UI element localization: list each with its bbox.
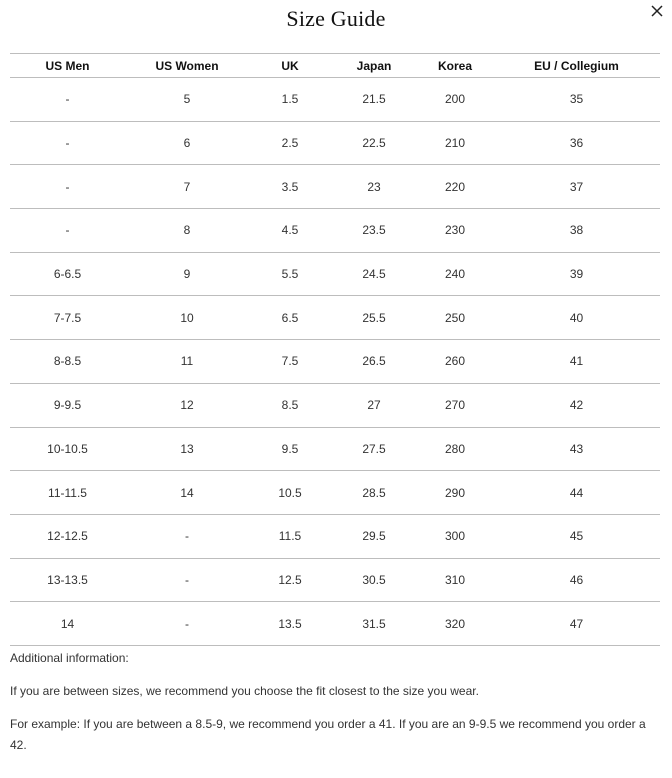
- cell-us-women: 7: [183, 179, 191, 194]
- cell-korea: 290: [444, 485, 466, 500]
- cell-eu: 38: [569, 223, 584, 238]
- cell-eu: 42: [569, 398, 584, 413]
- cell-uk: 3.5: [281, 179, 299, 194]
- header-uk: UK: [281, 58, 299, 73]
- cell-us-men: 13-13.5: [47, 572, 88, 587]
- cell-us-women: 8: [183, 223, 191, 238]
- cell-eu: 43: [569, 441, 584, 456]
- header-us-men: US Men: [45, 58, 90, 73]
- cell-uk: 11.5: [278, 529, 302, 544]
- cell-uk: 5.5: [281, 267, 299, 282]
- cell-korea: 270: [444, 398, 466, 413]
- cell-us-women: 12: [180, 398, 194, 413]
- cell-us-women: -: [185, 572, 189, 587]
- cell-us-men: 9-9.5: [53, 398, 82, 413]
- cell-japan: 28.5: [362, 485, 386, 500]
- table-row: [10, 514, 660, 558]
- cell-us-women: 14: [180, 485, 194, 500]
- cell-uk: 6.5: [281, 310, 299, 325]
- cell-uk: 4.5: [281, 223, 299, 238]
- cell-korea: 260: [444, 354, 466, 369]
- cell-japan: 27.5: [362, 441, 386, 456]
- modal-title: Size Guide: [286, 6, 386, 31]
- cell-us-men: 14: [60, 616, 75, 631]
- cell-japan: 23: [367, 179, 381, 194]
- cell-us-men: -: [65, 223, 70, 238]
- size-table: [10, 53, 660, 646]
- cell-japan: 30.5: [362, 572, 386, 587]
- cell-us-men: 11-11.5: [48, 485, 87, 500]
- table-row: [10, 209, 660, 253]
- cell-japan: 31.5: [362, 616, 386, 631]
- cell-korea: 200: [444, 92, 466, 107]
- cell-uk: 8.5: [281, 398, 299, 413]
- table-row: [10, 121, 660, 165]
- cell-us-women: 5: [183, 92, 191, 107]
- cell-japan: 21.5: [362, 92, 386, 107]
- size-table-header: [10, 54, 660, 78]
- cell-korea: 220: [444, 179, 466, 194]
- cell-eu: 44: [569, 485, 584, 500]
- cell-us-women: 9: [183, 267, 191, 282]
- cell-japan: 23.5: [362, 223, 386, 238]
- cell-uk: 1.5: [281, 92, 299, 107]
- table-row: [10, 78, 660, 122]
- cell-japan: 26.5: [362, 354, 386, 369]
- cell-us-men: 8-8.5: [53, 354, 82, 369]
- close-icon: [648, 2, 666, 20]
- cell-japan: 27: [367, 398, 381, 413]
- cell-uk: 13.5: [278, 616, 302, 631]
- cell-uk: 2.5: [281, 136, 299, 151]
- table-row: [10, 471, 660, 515]
- info-example: For example: If you are between a 8.5-9, we recommend you order a 41. If you are an 9-9.5 we recommend you order a 42.: [10, 717, 646, 752]
- table-row: [10, 427, 660, 471]
- header-japan: Japan: [356, 58, 392, 73]
- cell-korea: 240: [444, 267, 466, 282]
- cell-eu: 45: [569, 529, 584, 544]
- cell-korea: 280: [444, 441, 466, 456]
- cell-eu: 47: [569, 616, 584, 631]
- cell-uk: 7.5: [281, 354, 299, 369]
- cell-japan: 25.5: [362, 310, 386, 325]
- table-row: [10, 165, 660, 209]
- table-row: [10, 602, 660, 646]
- cell-korea: 210: [444, 136, 466, 151]
- cell-eu: 36: [569, 136, 584, 151]
- size-table-container: [10, 53, 660, 646]
- cell-us-women: 6: [183, 136, 191, 151]
- cell-japan: 22.5: [362, 136, 386, 151]
- cell-us-men: 10-10.5: [47, 441, 88, 456]
- cell-eu: 41: [569, 354, 584, 369]
- cell-us-women: 10: [180, 310, 194, 325]
- size-table-body: [10, 78, 660, 646]
- cell-us-men: -: [65, 179, 70, 194]
- cell-eu: 39: [569, 267, 584, 282]
- cell-us-women: -: [185, 529, 189, 544]
- table-row: [10, 252, 660, 296]
- cell-korea: 250: [444, 310, 466, 325]
- cell-eu: 40: [569, 310, 584, 325]
- table-row: [10, 340, 660, 384]
- close-button[interactable]: [648, 2, 666, 20]
- table-row: [10, 558, 660, 602]
- cell-uk: 10.5: [278, 485, 302, 500]
- cell-eu: 35: [569, 92, 584, 107]
- cell-us-men: 7-7.5: [53, 310, 82, 325]
- header-row: [10, 54, 660, 78]
- cell-korea: 230: [444, 223, 466, 238]
- info-tip: If you are between sizes, we recommend you choose the fit closest to the size you wear.: [10, 684, 479, 698]
- table-row: [10, 296, 660, 340]
- cell-korea: 320: [444, 616, 466, 631]
- cell-us-men: -: [65, 92, 70, 107]
- table-row: [10, 383, 660, 427]
- cell-us-women: -: [185, 616, 189, 631]
- cell-eu: 37: [569, 179, 584, 194]
- cell-us-men: -: [65, 136, 70, 151]
- info-heading: Additional information:: [10, 651, 129, 665]
- cell-us-men: 6-6.5: [53, 267, 82, 282]
- cell-us-men: 12-12.5: [47, 529, 88, 544]
- header-korea: Korea: [437, 58, 472, 73]
- cell-korea: 300: [444, 529, 466, 544]
- cell-uk: 12.5: [278, 572, 302, 587]
- additional-info: [10, 648, 660, 768]
- cell-uk: 9.5: [281, 441, 299, 456]
- cell-korea: 310: [444, 572, 466, 587]
- cell-japan: 24.5: [362, 267, 386, 282]
- cell-eu: 46: [569, 572, 584, 587]
- cell-us-women: 11: [180, 354, 194, 369]
- cell-japan: 29.5: [362, 529, 386, 544]
- cell-us-women: 13: [180, 441, 194, 456]
- header-eu: EU / Collegium: [534, 58, 619, 73]
- header-us-women: US Women: [155, 58, 219, 73]
